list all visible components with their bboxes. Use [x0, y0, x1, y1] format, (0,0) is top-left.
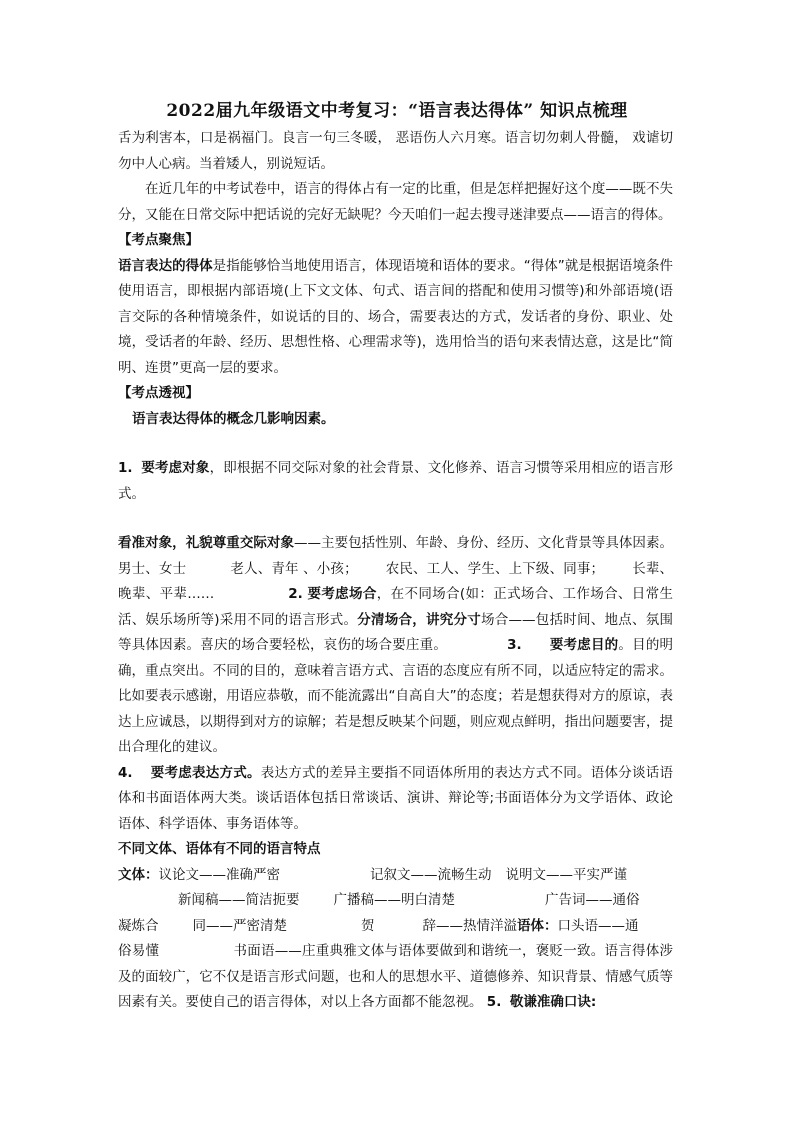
section-heading-analysis: 【考点透视】	[118, 385, 199, 401]
intro-paragraph-1: 舌为利害本，口是祸福门。良言一句三冬暖， 恶语伤人六月寒。语言切勿刺人骨髓， 戏谑切勿中人心病。当着矮人，别说短话。	[118, 130, 673, 172]
intro-paragraph-2: 在近几年的中考试卷中，语言的得体占有一定的比重，但是怎样把握好这个度——既不失分，又能在日常交际中把话说的完好无缺呢？今天咱们一起去搜寻迷津要点——语言的得体。	[118, 181, 673, 223]
spacer	[118, 507, 673, 531]
point-3-head: 要考虑目的	[549, 637, 619, 653]
point-1: 1. 要考虑对象，即根据不同交际对象的社会背景、文化修养、语言习惯等采用相应的语言形式。	[118, 460, 673, 502]
point-1-text: ，即根据不同交际对象的社会背景、文化修养、语言习惯等采用相应的语言形式。	[118, 460, 673, 502]
spacer	[118, 432, 673, 456]
analysis-subheading: 语言表达得体的概念几影响因素。	[132, 410, 335, 427]
audience-head: 看准对象，礼貌尊重交际对象	[118, 535, 294, 551]
point-2-head: 要考虑场合	[307, 586, 377, 602]
point-4-head: 要考虑表达方式。	[150, 764, 261, 781]
point-5-head: 敬谦准确口诀:	[509, 994, 597, 1010]
page-title: 2022届九年级语文中考复习：“语言表达得体” 知识点梳理	[166, 101, 628, 121]
point-1-head: 要考虑对象	[141, 460, 210, 476]
focus-term: 语言表达的得体	[118, 257, 213, 274]
document-body	[118, 126, 673, 1016]
features-paragraph: 文体：议论文——准确严密 记叙文——流畅生动 说明文——平实严谨 新闻稿——简洁扼要 广播稿——明白清楚 广告词——通俗 凝炼合 同——严密清楚 贺 辞——热情洋溢语体：口头语——通 俗易懂 书面语——庄重典雅文体与语体要做到和谐统一，褒贬一致。语言得体涉及的面较广，它不仅是语言形式问题，也和人的思想水平、道德修养、知识背景、情感气质等因素有关。要使自己的语言得体，对以上各方面都不能忽视。 5. 敬谦准确口诀:	[118, 866, 673, 1010]
occasion-head: 分清场合，讲究分寸	[357, 611, 482, 628]
focus-paragraph	[118, 254, 673, 382]
points-2-3-paragraph: 看准对象，礼貌尊重交际对象——主要包括性别、年龄、身份、经历、文化背景等具体因素。男士、女士 老人、青年 、小孩； 农民、工人、学生、上下级、同事； 长辈、晚辈、平辈…… 2. 要考虑场合，在不同场合(如：正式场合、工作场合、日常生活、娱乐场所等)采用不同的语言形式。分清场合，讲究分寸场合——包括时间、地点、氛围等具体因素。喜庆的场合要轻松，哀伤的场合要庄重。 3. 要考虑目的。目的明确，重点突出。不同的目的，意味着言语方式、言语的态度应有所不同，以适应特定的需求。比如要表示感谢，用语应恭敬，而不能流露出“自高自大”的态度；若是想获得对方的原谅，表达上应诚恳，以期得到对方的谅解；若是想反映某个问题，则应观点鲜明，指出问题要害，提出合理化的建议。	[118, 535, 674, 755]
point-4: 4. 要考虑表达方式。表达方式的差异主要指不同语体所用的表达方式不同。语体分谈话语体和书面语体两大类。谈话语体包括日常谈话、演讲、辩论等;书面语体分为文学语体、政论语体、科学语体、事务语体等。	[118, 764, 674, 832]
features-heading: 不同文体、语体有不同的语言特点	[118, 841, 321, 857]
focus-text: 是指能够恰当地使用语言，体现语境和语体的要求。“得体”就是根据语境条件使用语言，即根据内部语境(上下文文体、句式、语言间的搭配和使用习惯等)和外部语境(语言交际的各种情境条件，如说话的目的、场合，需要表达的方式，发话者的身份、职业、处境，受话者的年龄、经历、思想性格、心理需求等)，选用恰当的语句来表情达意，这是比“简明、连贯”更高一层的要求。	[118, 257, 673, 376]
section-heading-focus: 【考点聚焦】	[118, 232, 199, 248]
